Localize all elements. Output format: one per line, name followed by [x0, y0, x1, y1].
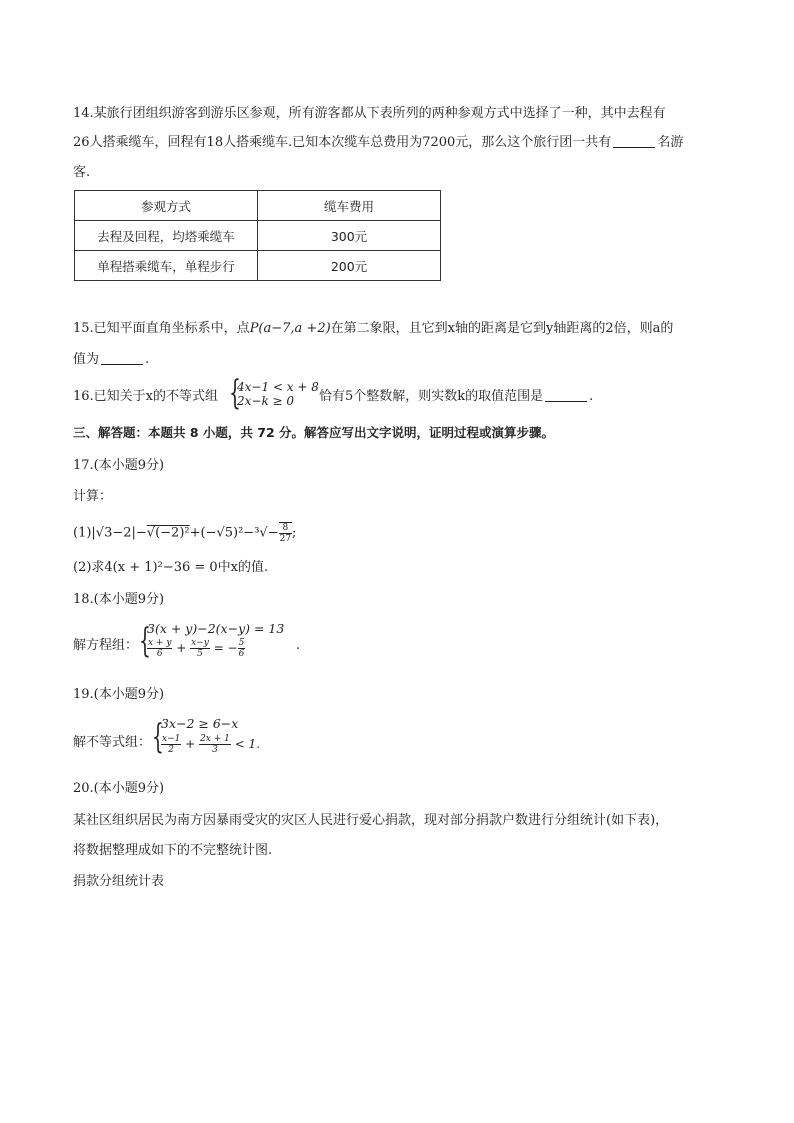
table-cell: 去程及回程，均塔乘缆车: [75, 221, 258, 251]
q18-eq-1: 3(x + y)−2(x−y) = 13: [147, 621, 285, 636]
q14-line-1: 14.某旅行团组织游客到游乐区参观，所有游客都从下表所列的两种参观方式中选择了一种，其中去程有: [73, 106, 666, 121]
q17-part-1: [73, 522, 296, 544]
q18-frac-2-den: 5: [197, 649, 203, 659]
q15-line-2: [73, 350, 149, 370]
q20-line-2: 将数据整理成如下的不完整统计图.: [73, 843, 273, 858]
q18-frac-3-den: 6: [238, 649, 245, 659]
table-row: [75, 251, 441, 281]
q17-fraction: [279, 522, 292, 544]
q19-eq-2: [161, 734, 260, 755]
table-header-fee: 缆车费用: [258, 191, 441, 221]
q19-frac-2-num: 2x + 1: [200, 734, 230, 744]
q15-text-b: 在第二象限，且它到x轴的距离是它到y轴距离的2倍，则a的: [330, 321, 674, 336]
q17-part-2: (2)求4(x + 1)²−36 = 0中x的值.: [73, 560, 269, 575]
q16-suffix: 恰有5个整数解，则实数k的取值范围是: [319, 389, 544, 404]
q17-frac-den: 27: [279, 534, 292, 544]
q18-eq-2: [147, 638, 245, 659]
q15-line-2-text: 值为: [73, 352, 100, 367]
q19-title: 19.(本小题9分): [73, 687, 165, 702]
q15-point: P(a−7,a +2): [249, 321, 331, 336]
q17-title: 17.(本小题9分): [73, 458, 165, 473]
q20-line-1: 某社区组织居民为南方因暴雨受灾的灾区人民进行爱心捐款，现对部分捐款户数进行分组统计(如下表)，: [73, 813, 669, 828]
q16-tail: .: [589, 389, 594, 404]
table-header-method: 参观方式: [75, 191, 258, 221]
q18-frac-1: [147, 638, 172, 659]
q14-line-2-text: 26人搭乘缆车，回程有18人搭乘缆车.已知本次缆车总费用为7200元，那么这个旅行团一共有: [73, 135, 612, 150]
q19-frac-2: [199, 734, 231, 755]
q14-fee-table: [74, 190, 441, 281]
q15-line-2-tail: .: [145, 352, 150, 367]
q19-tail: .: [256, 737, 261, 751]
q19-frac-1-num: x−1: [162, 734, 181, 744]
q16-eq-2: 2x−k ≥ 0: [237, 394, 295, 408]
q18-frac-2: [190, 638, 210, 659]
q18-frac-1-num: x + y: [148, 638, 172, 648]
q16-prefix: 16.已知关于x的不等式组: [73, 389, 219, 404]
q15-answer-blank: [101, 350, 143, 365]
q19-brace: {: [152, 717, 164, 757]
table-header-row: [75, 191, 441, 221]
q18-title: 18.(本小题9分): [73, 592, 165, 607]
q14-line-2-tail: 名游: [657, 135, 684, 150]
q16-eq-1: 4x−1 < x + 8: [237, 380, 319, 394]
q16-suffix-line: [319, 387, 593, 407]
q15-text-a: 15.已知平面直角坐标系中，点: [73, 321, 250, 336]
q19-frac-1: [161, 734, 181, 755]
q20-title: 20.(本小题9分): [73, 781, 165, 796]
q17-part-1-c: +(−√5)²−: [189, 525, 255, 541]
q19-eq-1: 3x−2 ≥ 6−x: [161, 716, 239, 731]
q19-frac-1-den: 2: [168, 745, 175, 755]
q17-part-1-d: ³√−: [254, 525, 279, 541]
q18-frac-3: [238, 638, 246, 659]
table-cell: 单程搭乘缆车，单程步行: [75, 251, 258, 281]
table-row: [75, 221, 441, 251]
q18-plus: +: [176, 641, 187, 655]
section-3-heading: 三、解答题：本题共 8 小题，共 72 分。解答应写出文字说明，证明过程或演算步骤。: [73, 425, 555, 440]
q20-line-3: 捐款分组统计表: [73, 874, 165, 889]
q14-line-3: 客.: [73, 165, 91, 180]
q18-frac-2-num: x−y: [191, 638, 209, 648]
q17-part-1-end: ;: [292, 525, 297, 541]
q18-frac-1-den: 6: [156, 649, 163, 659]
q17-part-1-b: √(−2)²: [146, 525, 190, 541]
q16-brace: {: [229, 373, 241, 413]
q18-eq-sign: = −: [213, 641, 238, 655]
table-cell: 300元: [258, 221, 441, 251]
q14-answer-blank: [613, 133, 655, 148]
q19-frac-2-den: 3: [212, 745, 218, 755]
q19-plus: +: [185, 737, 196, 751]
q18-frac-3-num: 5: [238, 638, 245, 648]
q19-lt: < 1: [234, 737, 257, 751]
q17-intro: 计算：: [73, 489, 113, 504]
q18-tail: .: [296, 638, 301, 653]
q19-prefix: 解不等式组：: [73, 735, 152, 750]
q16-answer-blank: [545, 387, 587, 402]
q18-prefix: 解方程组：: [73, 638, 139, 653]
q14-line-2: [73, 133, 683, 153]
q18-brace: {: [139, 621, 151, 661]
q17-part-1-a: (1)|√3−2|−: [73, 525, 147, 541]
table-cell: 200元: [258, 251, 441, 281]
q17-frac-num: 8: [279, 523, 292, 534]
q15-line-1: [73, 319, 673, 339]
